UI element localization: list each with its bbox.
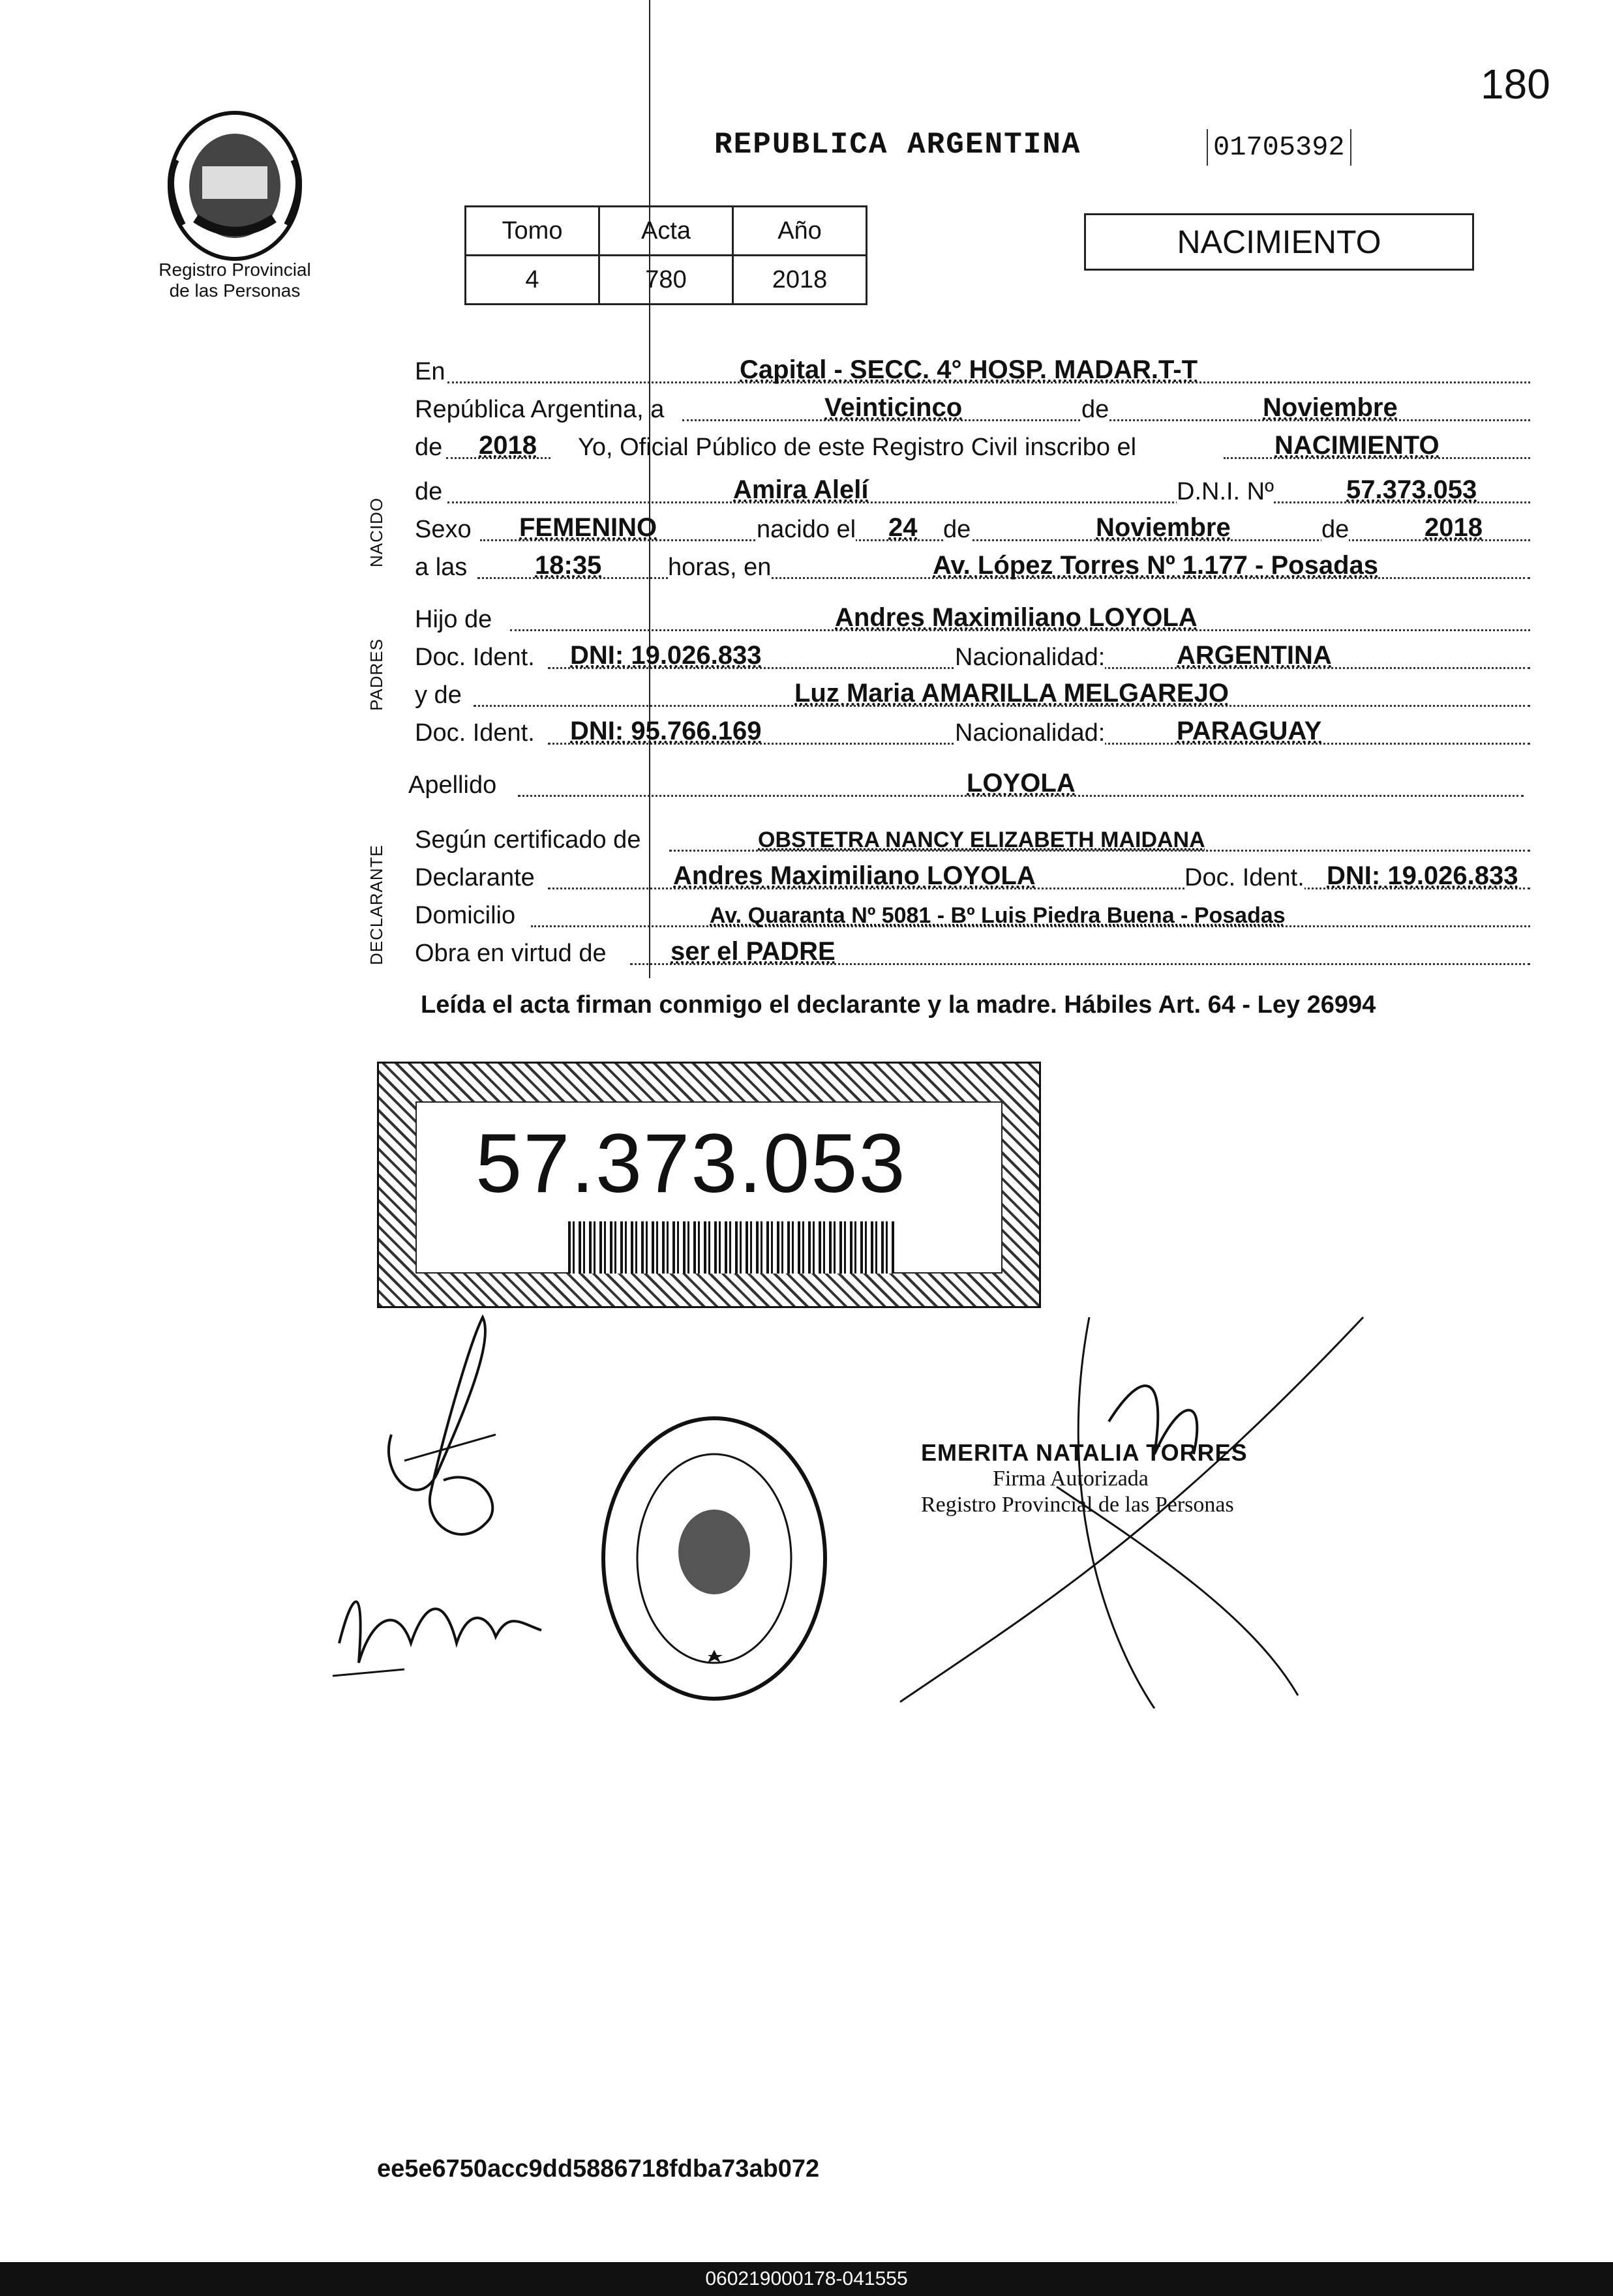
- father-name: Andres Maximiliano LOYOLA: [835, 603, 1198, 632]
- registry-oval-stamp: [594, 1409, 835, 1708]
- serial-number: 01705392: [1207, 129, 1351, 166]
- obra-label: Obra en virtud de: [415, 940, 607, 967]
- dni-stamp-inner: [415, 1101, 1002, 1274]
- father-doc: DNI: 19.026.833: [570, 641, 762, 670]
- section-born-label: NACIDO: [367, 497, 386, 567]
- doc-label: Doc. Ident.: [415, 644, 535, 671]
- horas-label: horas, en: [668, 554, 772, 581]
- en-label: En: [415, 358, 445, 385]
- obra-value: ser el PADRE: [671, 937, 836, 966]
- declarante-value: Andres Maximiliano LOYOLA: [673, 861, 1036, 890]
- child-name: Amira Alelí: [733, 475, 869, 504]
- line-father: [415, 600, 1530, 638]
- section-parents-label: PADRES: [367, 638, 386, 711]
- official-role: Firma Autorizada: [993, 1467, 1149, 1491]
- line-mother: [415, 676, 1530, 713]
- page-number: 180: [1481, 61, 1550, 108]
- domicilio-value: Av. Quaranta Nº 5081 - Bº Luis Piedra Buena - Posadas: [710, 903, 1286, 928]
- dni-stamp-number: 57.373.053: [475, 1117, 907, 1210]
- registry-line-1: Registro Provincial: [158, 260, 311, 280]
- birth-place: Av. López Torres Nº 1.177 - Posadas: [933, 551, 1378, 580]
- document-type: NACIMIENTO: [1084, 213, 1474, 271]
- line-declarante: [415, 858, 1530, 896]
- alas-label: a las: [415, 554, 468, 581]
- birth-year: 2018: [1425, 513, 1483, 542]
- act-type: NACIMIENTO: [1274, 431, 1440, 460]
- child-dni: 57.373.053: [1346, 475, 1477, 504]
- nacido-label: nacido el: [757, 516, 856, 543]
- birth-time: 18:35: [535, 551, 602, 580]
- official-signature-block: [921, 1440, 1248, 1518]
- doc-label-2: Doc. Ident.: [415, 719, 535, 747]
- apellido-value: LOYOLA: [967, 769, 1076, 798]
- en-value: Capital - SECC. 4° HOSP. MADAR.T-T: [740, 355, 1198, 384]
- apellido-label: Apellido: [408, 771, 497, 799]
- father-nationality: ARGENTINA: [1177, 641, 1332, 670]
- line-obra: [415, 934, 1530, 972]
- birth-month: Noviembre: [1096, 513, 1231, 542]
- line-mother-doc: [415, 713, 1530, 751]
- acta-value: 780: [599, 256, 733, 305]
- line-domicilio: [415, 896, 1530, 934]
- tomo-header: Tomo: [466, 207, 599, 256]
- line-yo: [415, 428, 1530, 466]
- domicilio-label: Domicilio: [415, 902, 516, 929]
- yo-text: Yo, Oficial Público de este Registro Civil inscribo el: [578, 434, 1137, 461]
- registry-line-2: de las Personas: [169, 280, 301, 301]
- declarante-label: Declarante: [415, 864, 535, 891]
- sexo-value: FEMENINO: [519, 513, 657, 542]
- line-sexo: [415, 510, 1530, 548]
- official-office: Registro Provincial de las Personas: [921, 1493, 1234, 1517]
- document-hash: ee5e6750acc9dd5886718fdba73ab072: [377, 2155, 820, 2183]
- anio-header: Año: [733, 207, 867, 256]
- record-year: 2018: [479, 431, 537, 460]
- official-name: EMERITA NATALIA TORRES: [921, 1439, 1248, 1466]
- de-label-2: de: [415, 434, 443, 461]
- dni-label: D.N.I. Nº: [1177, 478, 1274, 505]
- de-label-4: de: [1321, 516, 1349, 543]
- line-en: [415, 352, 1530, 390]
- line-republica: [415, 390, 1530, 428]
- mother-name: Luz Maria AMARILLA MELGAREJO: [794, 679, 1229, 708]
- sexo-label: Sexo: [415, 516, 472, 543]
- month-text: Noviembre: [1263, 393, 1398, 422]
- province-seal: [157, 108, 313, 277]
- nac-label: Nacionalidad:: [955, 644, 1106, 671]
- declarante-doc: DNI: 19.026.833: [1327, 861, 1518, 890]
- republica-label: República Argentina, a: [415, 396, 665, 423]
- name-label: de: [415, 478, 443, 505]
- dni-number-stamp: [377, 1062, 1041, 1308]
- closing-statement: Leída el acta firman conmigo el declarante y la madre. Hábiles Art. 64 - Ley 26994: [421, 991, 1376, 1019]
- mother-nationality: PARAGUAY: [1177, 717, 1322, 745]
- registry-table: [464, 205, 867, 305]
- line-apellido: [408, 766, 1524, 803]
- day-text: Veinticinco: [824, 393, 963, 422]
- birth-day: 24: [888, 513, 918, 542]
- nac-label-2: Nacionalidad:: [955, 719, 1106, 747]
- segun-label: Según certificado de: [415, 826, 641, 854]
- barcode: [568, 1221, 894, 1274]
- doc-label-3: Doc. Ident.: [1184, 864, 1304, 891]
- section-declarant-label: DECLARANTE: [367, 844, 386, 965]
- footer-code-bar: [0, 2262, 1613, 2296]
- line-father-doc: [415, 638, 1530, 676]
- registry-name: [130, 260, 339, 301]
- declarant-signature: [365, 1304, 561, 1578]
- line-name: [415, 472, 1530, 510]
- de-label-3: de: [943, 516, 971, 543]
- mother-doc: DNI: 95.766.169: [570, 717, 762, 745]
- line-time: [415, 548, 1530, 586]
- country-title: REPUBLICA ARGENTINA: [714, 128, 1081, 162]
- yde-label: y de: [415, 681, 462, 709]
- acta-header: Acta: [599, 207, 733, 256]
- line-segun: [415, 820, 1530, 858]
- de-label: de: [1081, 396, 1109, 423]
- anio-value: 2018: [733, 256, 867, 305]
- footer-code: 060219000178-041555: [705, 2268, 908, 2289]
- segun-value: OBSTETRA NANCY ELIZABETH MAIDANA: [758, 827, 1205, 852]
- hijo-label: Hijo de: [415, 606, 492, 633]
- mother-signature: [326, 1565, 548, 1695]
- tomo-value: 4: [466, 256, 599, 305]
